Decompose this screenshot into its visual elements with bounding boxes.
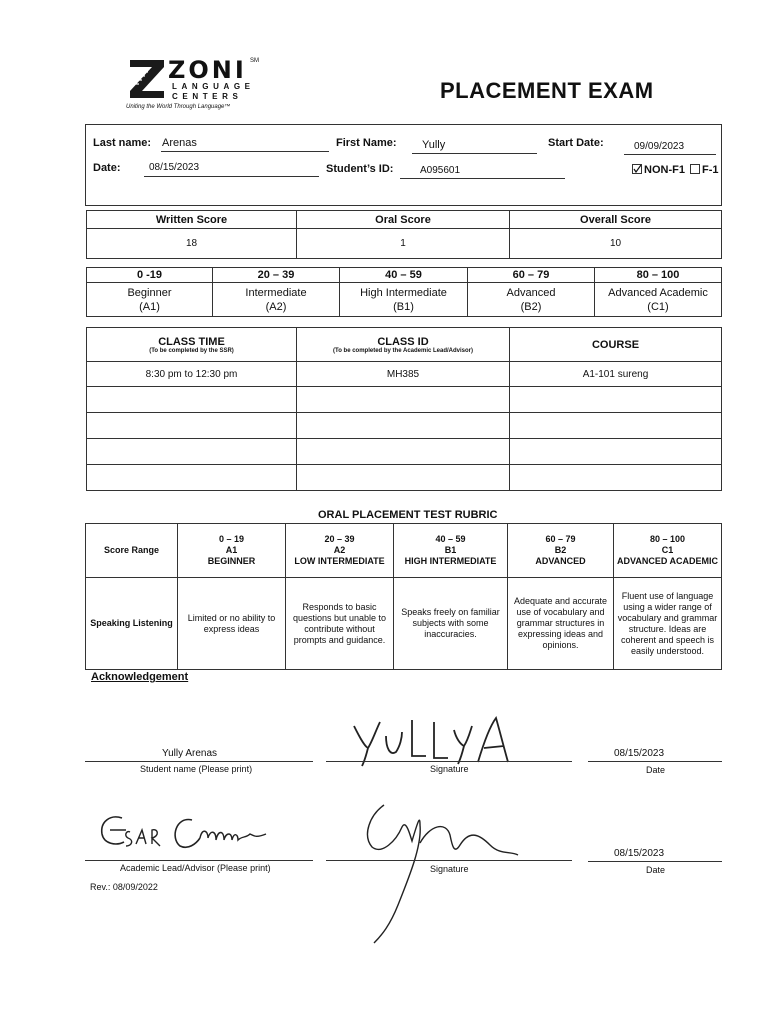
level-cell (595, 283, 722, 317)
class-id-cell: MH385 (297, 362, 510, 387)
rubric-range: 0 – 19 (218, 534, 245, 544)
level-range: 0 -19 (87, 268, 213, 283)
student-id-value: A095601 (420, 165, 461, 176)
student-signature-line (326, 761, 572, 762)
class-id-cell (297, 387, 510, 413)
level-code: (A1) (139, 300, 160, 313)
levels-table (86, 267, 722, 317)
level-cell (340, 283, 468, 317)
level-range: 20 – 39 (213, 268, 340, 283)
score-range-label: Score Range (86, 524, 178, 578)
visa-status (632, 164, 719, 176)
student-name-line (85, 761, 313, 762)
page-title: PLACEMENT EXAM (440, 78, 654, 103)
start-date-label: Start Date: (548, 137, 604, 149)
student-signature-icon (350, 712, 510, 768)
scores-table (86, 210, 722, 259)
rubric-level-header (394, 524, 508, 578)
class-time-cell (87, 387, 297, 413)
advisor-name-line (85, 860, 313, 861)
student-info-box (85, 124, 722, 206)
advisor-date-value: 08/15/2023 (614, 848, 665, 859)
advisor-signature-caption: Signature (430, 864, 469, 874)
level-code: (B2) (520, 300, 542, 313)
class-time-header (87, 328, 297, 362)
rubric-code: C1 (661, 545, 674, 555)
class-time-cell (87, 413, 297, 439)
rubric-code: A2 (333, 545, 346, 555)
advisor-signature-line (326, 860, 572, 861)
rubric-code: A1 (225, 545, 238, 555)
non-f1-checkbox[interactable] (632, 164, 642, 174)
student-date-value: 08/15/2023 (614, 748, 665, 759)
class-time-note: (To be completed by the SSR) (149, 347, 234, 354)
level-name: Beginner (127, 286, 172, 299)
first-name-underline (412, 153, 537, 154)
rubric-level: HIGH INTERMEDIATE (404, 556, 497, 566)
student-date-line (588, 761, 722, 762)
level-cell (213, 283, 340, 317)
class-id-header (297, 328, 510, 362)
level-cell (468, 283, 595, 317)
rubric-level: LOW INTERMEDIATE (294, 556, 385, 566)
class-id-cell (297, 465, 510, 491)
student-id-underline (400, 178, 565, 179)
advisor-date-caption: Date (646, 865, 666, 875)
speaking-listening-label: Speaking Listening (86, 578, 178, 670)
student-date-caption: Date (646, 765, 666, 775)
rubric-range: 40 – 59 (435, 534, 466, 544)
course-cell (510, 387, 722, 413)
oral-score-value: 1 (297, 229, 510, 259)
class-table (86, 327, 722, 491)
overall-score-header: Overall Score (510, 211, 722, 229)
rubric-level-header (614, 524, 722, 578)
last-name-underline (161, 151, 329, 152)
rubric-description: Responds to basic questions but unable to contribute without prompts and guidance. (286, 578, 394, 670)
level-range: 60 – 79 (468, 268, 595, 283)
rubric-range: 80 – 100 (649, 534, 686, 544)
rubric-description: Limited or no ability to express ideas (178, 578, 286, 670)
last-name-value: Arenas (162, 137, 197, 149)
date-value: 08/15/2023 (149, 162, 200, 173)
logo-trademark: SM (250, 58, 259, 64)
revision-text: Rev.: 08/09/2022 (90, 882, 158, 892)
rubric-level-header (178, 524, 286, 578)
level-cell (87, 283, 213, 317)
class-time-cell (87, 439, 297, 465)
written-score-header: Written Score (87, 211, 297, 229)
logo-tagline: Uniting the World Through Language™ (126, 104, 231, 110)
rubric-table (85, 523, 722, 670)
written-score-value: 18 (87, 229, 297, 259)
student-name-caption: Student name (Please print) (140, 764, 253, 774)
date-label: Date: (93, 162, 121, 174)
class-id-cell (297, 413, 510, 439)
class-time-cell (87, 465, 297, 491)
class-time-cell: 8:30 pm to 12:30 pm (87, 362, 297, 387)
student-name-value: Yully Arenas (162, 748, 218, 759)
rubric-description: Speaks freely on familiar subjects with some inaccuracies. (394, 578, 508, 670)
rubric-level: BEGINNER (207, 556, 256, 566)
date-underline (144, 176, 319, 177)
non-f1-label: NON-F1 (644, 164, 685, 176)
level-name: Intermediate (245, 286, 307, 299)
logo-name: ZONI (168, 56, 247, 84)
level-code: (C1) (647, 300, 669, 313)
rubric-code: B2 (554, 545, 567, 555)
first-name-value: Yully (422, 139, 446, 151)
oral-score-header: Oral Score (297, 211, 510, 229)
rubric-level-header (508, 524, 614, 578)
f1-checkbox[interactable] (690, 164, 700, 174)
advisor-name-caption: Academic Lead/Advisor (Please print) (120, 863, 271, 873)
level-code: (B1) (393, 300, 414, 313)
rubric-code: B1 (444, 545, 457, 555)
start-date-underline (624, 154, 716, 155)
start-date-value: 09/09/2023 (634, 141, 685, 152)
advisor-name-handwriting-icon (96, 808, 286, 860)
rubric-level-header (286, 524, 394, 578)
rubric-range: 60 – 79 (545, 534, 576, 544)
acknowledgement-heading: Acknowledgement (91, 671, 189, 683)
advisor-date-line (588, 861, 722, 862)
level-name: Advanced Academic (608, 286, 708, 299)
rubric-description: Fluent use of language using a wider range of vocabulary and grammar structure. Ideas are coherent and speech is easily understood. (614, 578, 722, 670)
course-cell (510, 439, 722, 465)
class-id-cell (297, 439, 510, 465)
class-id-note: (To be completed by the Academic Lead/Advisor) (332, 347, 474, 354)
class-id-title: CLASS ID (377, 335, 429, 348)
first-name-label: First Name: (336, 137, 397, 149)
rubric-range: 20 – 39 (324, 534, 355, 544)
logo-subtitle: LANGUAGE CENTERS (172, 82, 255, 101)
rubric-title: ORAL PLACEMENT TEST RUBRIC (318, 509, 498, 521)
level-name: Advanced (506, 286, 556, 299)
course-cell (510, 465, 722, 491)
course-cell (510, 413, 722, 439)
zoni-logo-icon (128, 58, 166, 100)
last-name-label: Last name: (93, 137, 152, 149)
overall-score-value: 10 (510, 229, 722, 259)
class-time-title: CLASS TIME (158, 335, 225, 348)
level-range: 40 – 59 (340, 268, 468, 283)
rubric-level: ADVANCED ACADEMIC (617, 556, 718, 566)
f1-label: F-1 (702, 164, 719, 176)
course-cell: A1-101 sureng (510, 362, 722, 387)
rubric-description: Adequate and accurate use of vocabulary and grammar structures in expressing ideas and opinions. (508, 578, 614, 670)
level-code: (A2) (265, 300, 287, 313)
rubric-level: ADVANCED (535, 556, 586, 566)
student-id-label: Student’s ID: (326, 163, 394, 175)
student-signature-caption: Signature (430, 764, 469, 774)
level-name: High Intermediate (360, 286, 447, 299)
course-header: COURSE (510, 328, 722, 362)
level-range: 80 – 100 (595, 268, 722, 283)
